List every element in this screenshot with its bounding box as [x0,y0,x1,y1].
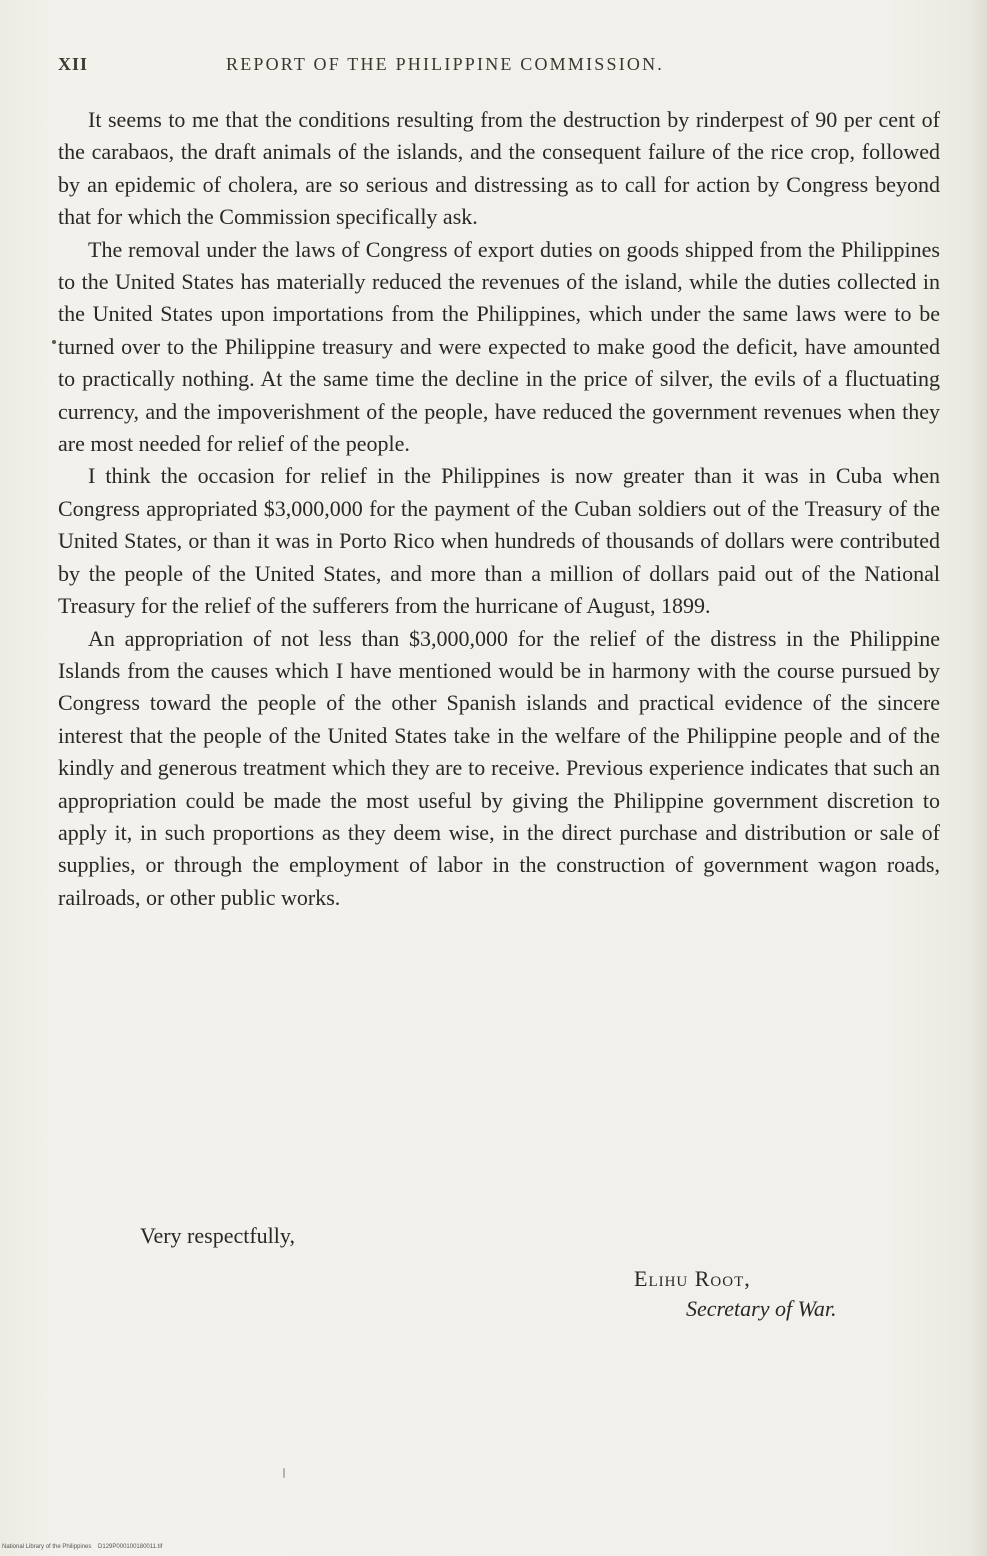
paragraph-4: An appropriation of not less than $3,000,000 for the relief of the distress in the Philippine Islands from the causes which I have mentioned would be in harmony with the course pursued by Congress toward the people of the other Spanish islands and practical evidence of the sincere interest that the people of the United States take in the welfare of the Philippine people and of the kindly and generous treatment which they are to receive. Previous experience indicates that such an appropriation could be made the most useful by giving the Philippine government discretion to apply it, in such proportions as they deem wise, in the direct purchase and distribution or sale of supplies, or through the employment of labor in the construction of government wagon roads, railroads, or other public works. [58,625,940,910]
closing-salutation: Very respectfully, [140,1223,295,1248]
signature-block [634,1264,954,1324]
signatory-name: Elihu Root, [634,1266,751,1291]
running-title: REPORT OF THE PHILIPPINE COMMISSION. [226,54,665,74]
letter-body [58,104,940,914]
signatory-title: Secretary of War. [686,1296,837,1321]
scan-footer: National Library of the Philippines D129P000100180011.tif [2,1544,163,1550]
page-edge-shadow [969,0,987,1556]
paragraph-2: The removal under the laws of Congress of export duties on goods shipped from the Philippines to the United States has materially reduced the revenues of the island, while the duties collected in the United States upon importations from the Philippines, which under the same laws were to be turned over to the Philippine treasury and were expected to make good the deficit, have amounted to practically nothing. At the same time the decline in the price of silver, the evils of a fluctuating currency, and the impoverishment of the people, have reduced the government revenues when they are most needed for relief of the people. [58,236,940,457]
paragraph-1: It seems to me that the conditions resulting from the destruction by rinderpest of 90 per cent of the carabaos, the draft animals of the islands, and the consequent failure of the rice crop, followed by an epidemic of cholera, are so serious and distressing as to call for action by Congress beyond that for which the Commission specifically ask. [58,107,940,230]
ink-speck [52,340,56,344]
ink-speck [283,1468,285,1478]
running-header [58,54,938,84]
paragraph-3: I think the occasion for relief in the Philippines is now greater than it was in Cuba when Congress appropriated $3,000,000 for the payment of the Cuban soldiers out of the Treasury of the United States, or than it was in Porto Rico when hundreds of thousands of dollars were contributed by the people of the United States, and more than a million of dollars paid out of the National Treasury for the relief of the sufferers from the hurricane of August, 1899. [58,463,940,619]
page-number: XII [58,54,89,74]
